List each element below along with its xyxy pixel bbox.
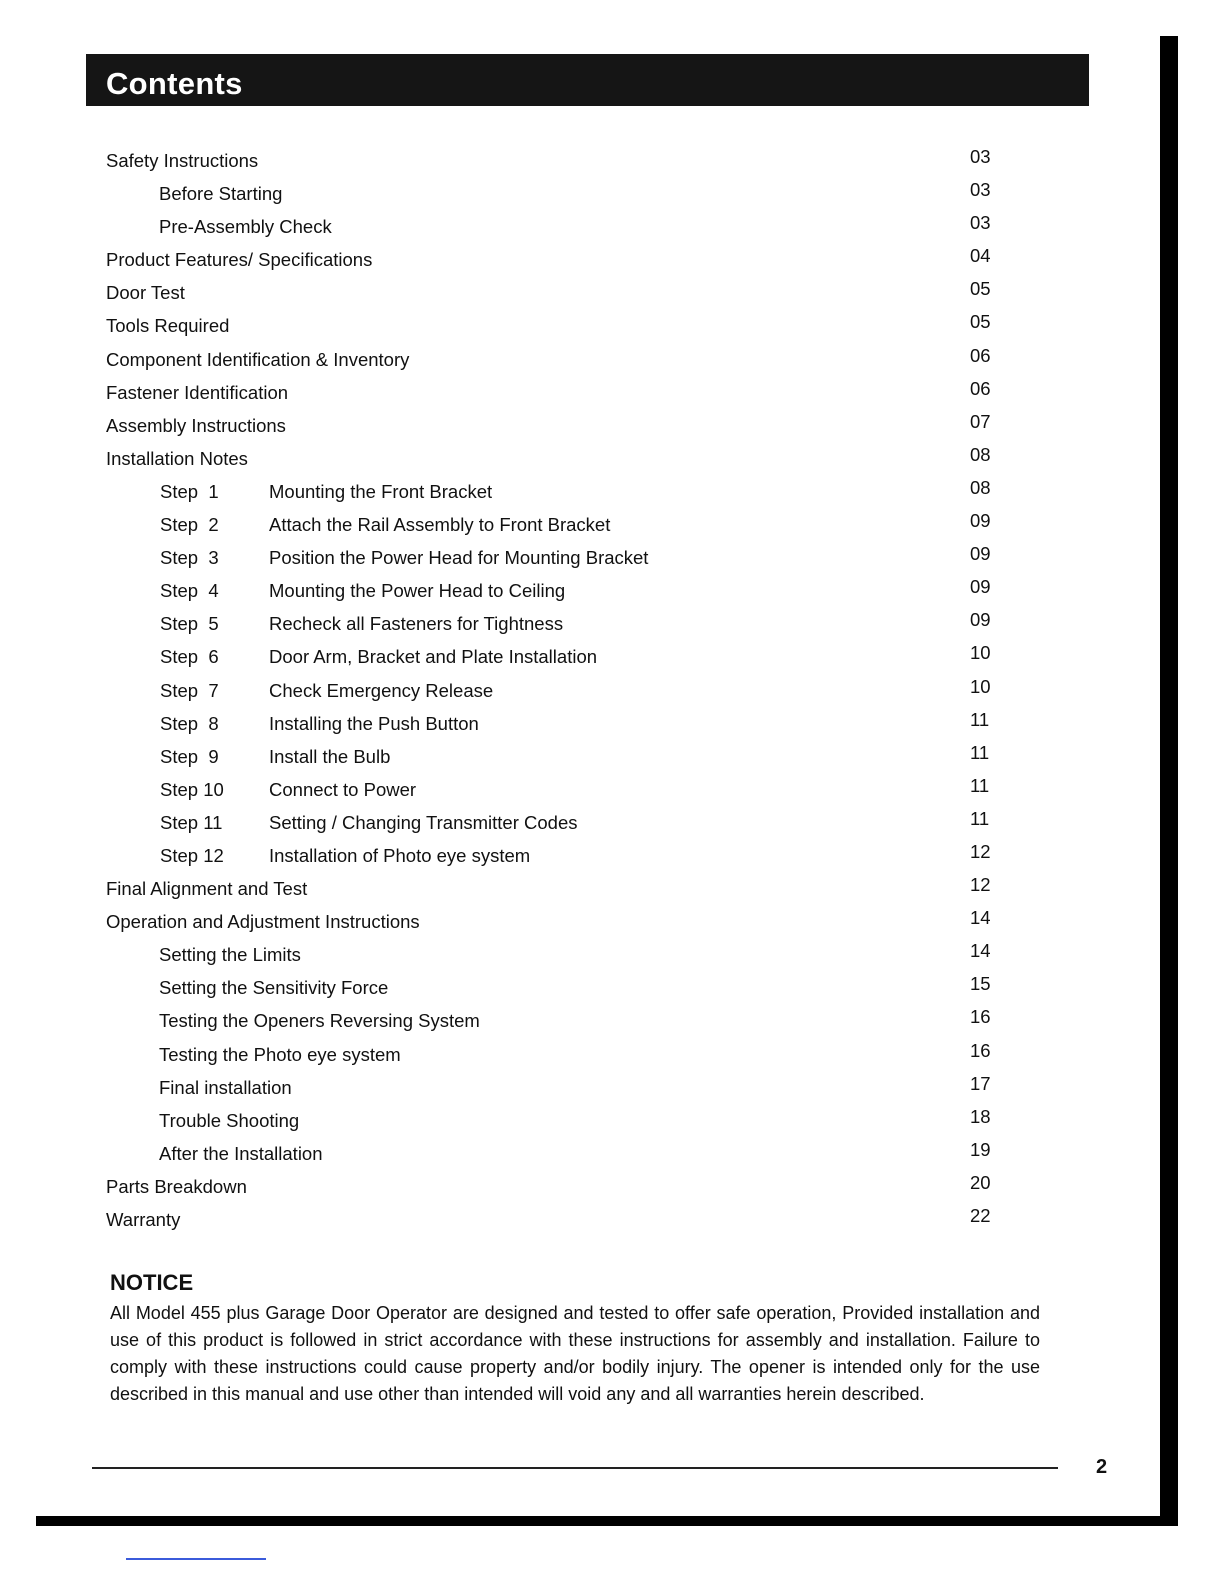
notice-heading: NOTICE (110, 1270, 194, 1295)
toc-entry (106, 541, 1006, 574)
toc-page-number: 12 (970, 840, 991, 862)
notice-text: All Model 455 plus Garage Door Operator are designed and tested to offer safe operation, Provided installation and use of this product is followed in strict accordance with these instructions for assembly and installation. Failure to comply with these instructions could cause property and/or bodily injury. The opener is intended only for the use described in this manual and use other than intended will void any and all warranties herein described. (110, 1303, 1040, 1404)
toc-page-number: 06 (970, 344, 991, 366)
toc-page-number: 20 (970, 1171, 991, 1193)
toc-entry-label: Component Identification & Inventory (106, 348, 410, 370)
toc-page-number: 14 (970, 940, 991, 962)
toc-page-number: 16 (970, 1006, 991, 1028)
toc-entry-label: Check Emergency Release (269, 679, 494, 701)
toc-page-number: 05 (970, 278, 991, 300)
toc-entry (106, 177, 1006, 210)
toc-page-number: 11 (970, 774, 990, 796)
toc-page-number: 07 (970, 410, 991, 432)
toc-entry-label: Operation and Adjustment Instructions (106, 911, 420, 933)
toc-entry-label: Product Features/ Specifications (106, 249, 373, 271)
toc-page-number: 05 (970, 311, 991, 333)
page-border-right (1160, 36, 1178, 1526)
toc-page-number: 08 (970, 476, 991, 498)
toc-step-number: Step 5 (160, 613, 219, 635)
toc-entry (106, 1071, 1006, 1104)
toc-entry-label: Install the Bulb (269, 745, 391, 767)
toc-entry-label: Mounting the Power Head to Ceiling (269, 580, 566, 602)
toc-entry-label: Testing the Openers Reversing System (159, 1010, 480, 1032)
toc-entry-label: Pre-Assembly Check (159, 216, 332, 238)
toc-page-number: 03 (970, 179, 991, 201)
toc-entry (106, 574, 1006, 607)
scan-artifact-line (126, 1558, 266, 1560)
page-border-bottom (36, 1516, 1178, 1526)
toc-step-number: Step 8 (160, 712, 219, 734)
toc-entry (106, 872, 1006, 905)
toc-step-number: Step 7 (160, 679, 219, 701)
toc-page-number: 19 (970, 1138, 991, 1160)
toc-page-number: 09 (970, 543, 991, 565)
toc-entry (106, 740, 1006, 773)
toc-entry (106, 1170, 1006, 1203)
toc-entry-label: Before Starting (159, 183, 283, 205)
toc-entry-label: Setting / Changing Transmitter Codes (269, 811, 578, 833)
toc-step-number: Step 1 (160, 480, 219, 502)
toc-page-number: 10 (970, 675, 991, 697)
toc-entry (106, 938, 1006, 971)
toc-step-number: Step 3 (160, 547, 219, 569)
toc-entry (106, 276, 1006, 309)
toc-page-number: 03 (970, 146, 991, 167)
toc-page-number: 09 (970, 576, 991, 598)
toc-entry-label: Door Test (106, 282, 185, 304)
toc-entry-label: Final installation (159, 1076, 292, 1098)
toc-entry (106, 905, 1006, 938)
toc-entry-label: Fastener Identification (106, 381, 289, 403)
toc-entry (106, 1004, 1006, 1037)
toc-entry (106, 1203, 1006, 1236)
table-of-contents (106, 144, 1006, 1236)
toc-entry-label: Installation Notes (106, 447, 248, 469)
page-title: Contents (86, 54, 1089, 106)
toc-entry (106, 409, 1006, 442)
toc-entry (106, 508, 1006, 541)
toc-entry-label: After the Installation (159, 1142, 323, 1164)
toc-page-number: 04 (970, 245, 991, 267)
toc-page-number: 12 (970, 874, 991, 896)
toc-page-number: 16 (970, 1039, 991, 1061)
toc-entry (106, 806, 1006, 839)
toc-page-number: 18 (970, 1105, 991, 1127)
toc-entry-label: Connect to Power (269, 778, 417, 800)
toc-page-number: 09 (970, 609, 991, 631)
toc-page-number: 06 (970, 377, 991, 399)
toc-entry (106, 343, 1006, 376)
toc-entry (106, 243, 1006, 276)
toc-step-number: Step 9 (160, 745, 219, 767)
toc-entry-label: Recheck all Fasteners for Tightness (269, 613, 564, 635)
toc-entry-label: Testing the Photo eye system (159, 1043, 401, 1065)
toc-entry (106, 144, 1006, 177)
footer-rule (92, 1467, 1058, 1469)
toc-entry (106, 475, 1006, 508)
toc-step-number: Step 2 (160, 514, 219, 536)
toc-step-number: Step 4 (160, 580, 219, 602)
toc-entry-label: Tools Required (106, 315, 230, 337)
toc-entry (106, 839, 1006, 872)
toc-page-number: 17 (970, 1072, 991, 1094)
toc-page-number: 15 (970, 973, 991, 995)
toc-entry-label: Warranty (106, 1209, 181, 1230)
toc-entry-label: Position the Power Head for Mounting Bracket (269, 547, 649, 569)
page-number: 2 (1096, 1456, 1108, 1478)
toc-entry-label: Mounting the Front Bracket (269, 480, 493, 502)
toc-step-number: Step 11 (160, 811, 223, 833)
toc-page-number: 09 (970, 510, 991, 532)
toc-entry (106, 707, 1006, 740)
toc-entry-label: Attach the Rail Assembly to Front Bracket (269, 514, 611, 536)
toc-page-number: 08 (970, 443, 991, 465)
toc-entry-label: Assembly Instructions (106, 414, 286, 436)
toc-step-number: Step 6 (160, 646, 219, 668)
toc-entry (106, 210, 1006, 243)
toc-entry-label: Trouble Shooting (159, 1109, 300, 1131)
toc-entry (106, 971, 1006, 1004)
toc-entry (106, 309, 1006, 342)
toc-entry (106, 640, 1006, 673)
toc-entry-label: Safety Instructions (106, 150, 259, 171)
toc-step-number: Step 12 (160, 844, 224, 866)
toc-page-number: 14 (970, 907, 991, 929)
toc-entry (106, 376, 1006, 409)
notice-section (110, 1270, 1040, 1408)
toc-entry (106, 1137, 1006, 1170)
toc-entry (106, 607, 1006, 640)
toc-entry (106, 773, 1006, 806)
toc-entry-label: Setting the Limits (159, 944, 301, 966)
toc-entry (106, 1104, 1006, 1137)
toc-page-number: 11 (970, 708, 990, 730)
toc-entry-label: Installation of Photo eye system (269, 844, 531, 866)
toc-entry-label: Parts Breakdown (106, 1175, 247, 1197)
toc-page-number: 10 (970, 642, 991, 664)
toc-page-number: 03 (970, 212, 991, 234)
toc-step-number: Step 10 (160, 778, 224, 800)
toc-page-number: 11 (970, 741, 990, 763)
toc-entry-label: Door Arm, Bracket and Plate Installation (269, 646, 598, 668)
toc-entry-label: Final Alignment and Test (106, 878, 308, 900)
toc-entry (106, 442, 1006, 475)
toc-entry (106, 674, 1006, 707)
toc-entry (106, 1038, 1006, 1071)
toc-entry-label: Installing the Push Button (269, 712, 479, 734)
toc-page-number: 22 (970, 1205, 991, 1226)
toc-entry-label: Setting the Sensitivity Force (159, 977, 389, 999)
toc-page-number: 11 (970, 807, 990, 829)
